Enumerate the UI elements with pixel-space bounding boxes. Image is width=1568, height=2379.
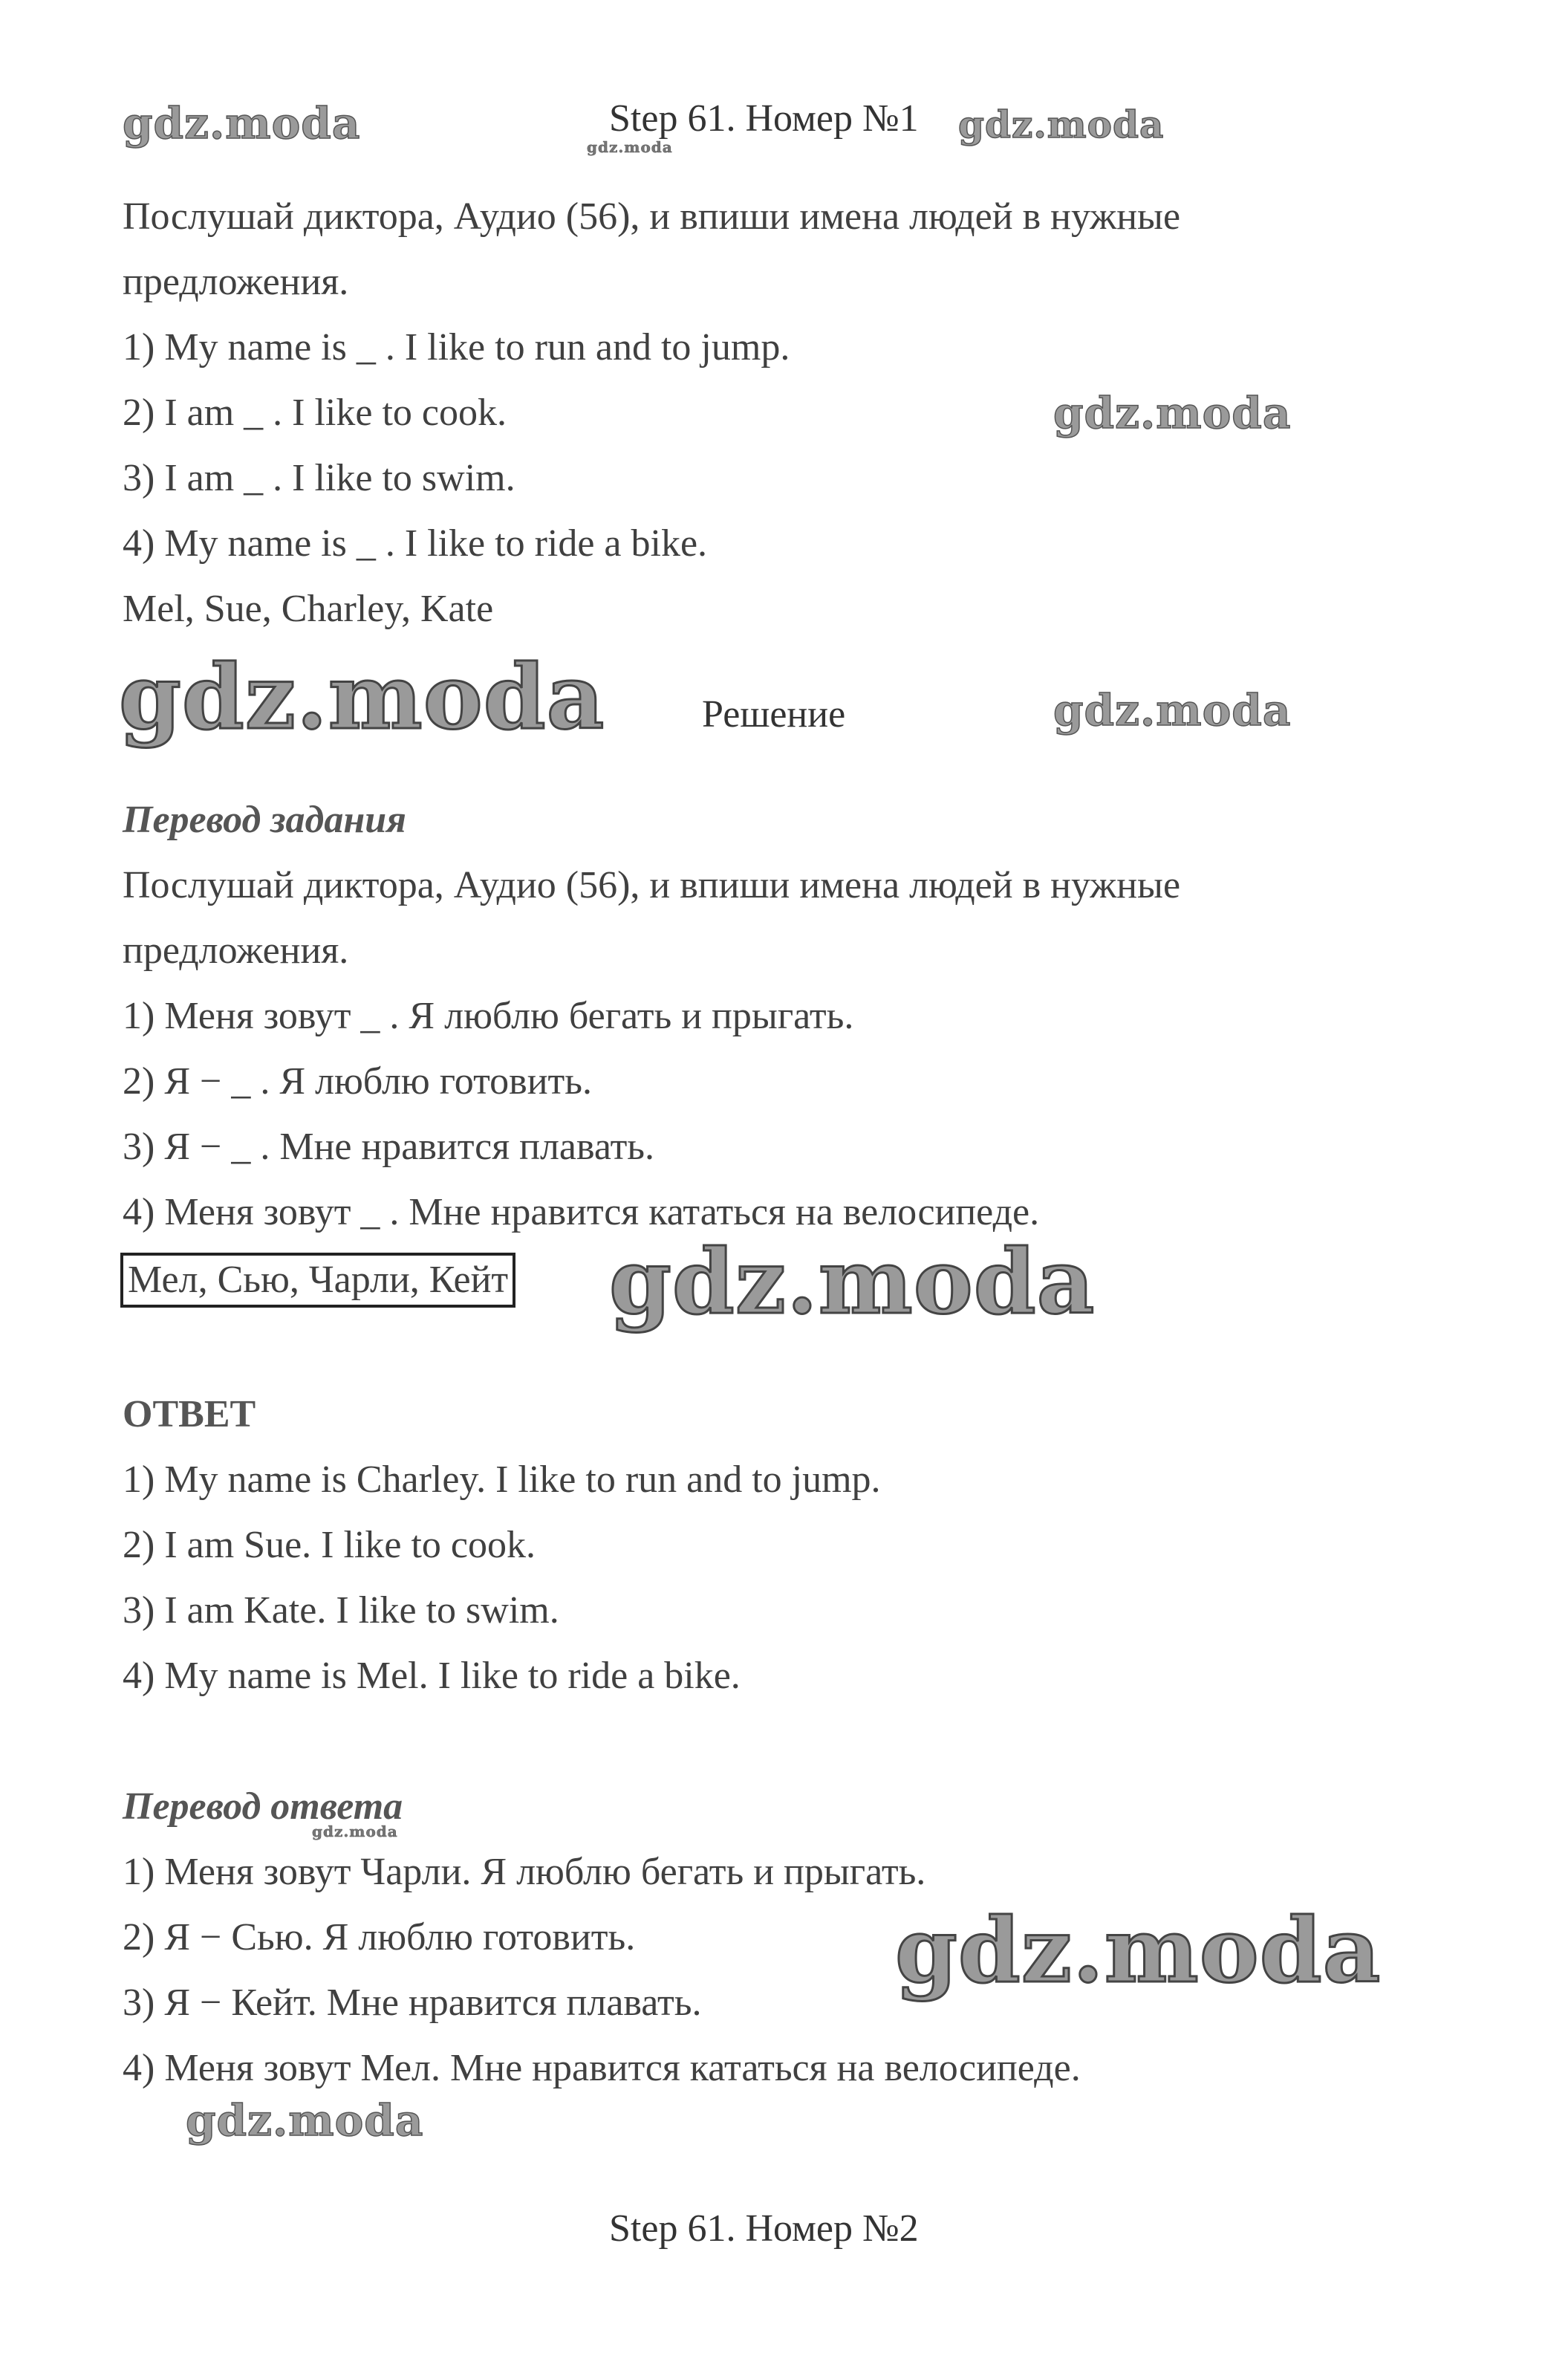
section-heading: Перевод задания xyxy=(123,799,406,841)
watermark-logo: gdz.moda xyxy=(1053,388,1292,438)
translation-answer-item: 1) Меня зовут Чарли. Я люблю бегать и прыгать. xyxy=(123,1851,926,1893)
task-item: 2) I am _ . I like to cook. xyxy=(123,392,507,434)
next-page-title: Step 61. Номер №2 xyxy=(609,2207,919,2250)
task-names: Mel, Sue, Charley, Kate xyxy=(123,588,494,630)
watermark-logo: gdz.moda xyxy=(895,1898,1382,2003)
task-item: 1) My name is _ . I like to run and to jump. xyxy=(123,326,790,369)
section-heading: ОТВЕТ xyxy=(123,1393,256,1435)
answer-item: 4) My name is Mel. I like to ride a bike. xyxy=(123,1655,741,1697)
watermark-logo: gdz.moda xyxy=(1053,685,1292,736)
translation-answer-item: 2) Я − Сью. Я люблю готовить. xyxy=(123,1916,636,1958)
names-box: Мел, Сью, Чарли, Кейт xyxy=(120,1253,515,1308)
watermark-logo: gdz.moda xyxy=(587,138,673,156)
watermark-logo: gdz.moda xyxy=(186,2095,424,2146)
translation-item: 4) Меня зовут _ . Мне нравится кататься на велосипеде. xyxy=(123,1191,1040,1233)
watermark-logo: gdz.moda xyxy=(609,1230,1096,1334)
watermark-logo: gdz.moda xyxy=(958,103,1165,146)
answer-item: 1) My name is Charley. I like to run and to jump. xyxy=(123,1458,881,1501)
translation-item: 1) Меня зовут _ . Я люблю бегать и прыгать. xyxy=(123,995,854,1037)
task-item: 3) I am _ . I like to swim. xyxy=(123,457,515,499)
task-item: 4) My name is _ . I like to ride a bike. xyxy=(123,522,708,565)
watermark-logo: gdz.moda xyxy=(312,1823,398,1840)
translation-answer-item: 3) Я − Кейт. Мне нравится плавать. xyxy=(123,1982,702,2024)
task-text: Послушай диктора, Аудио (56), и впиши имена людей в нужные xyxy=(123,195,1181,238)
section-heading: Перевод ответа xyxy=(123,1785,403,1828)
solution-label: Решение xyxy=(702,693,846,736)
translation-item: 3) Я − _ . Мне нравится плавать. xyxy=(123,1126,655,1168)
translation-text: предложения. xyxy=(123,929,349,972)
task-text: предложения. xyxy=(123,261,349,303)
answer-item: 3) I am Kate. I like to swim. xyxy=(123,1589,559,1632)
answer-item: 2) I am Sue. I like to cook. xyxy=(123,1524,536,1566)
watermark-logo: gdz.moda xyxy=(123,98,361,149)
page-title: Step 61. Номер №1 xyxy=(609,97,919,140)
translation-item: 2) Я − _ . Я люблю готовить. xyxy=(123,1060,592,1103)
watermark-logo: gdz.moda xyxy=(119,645,605,750)
translation-text: Послушай диктора, Аудио (56), и впиши имена людей в нужные xyxy=(123,864,1181,906)
translation-answer-item: 4) Меня зовут Мел. Мне нравится кататься на велосипеде. xyxy=(123,2047,1081,2089)
